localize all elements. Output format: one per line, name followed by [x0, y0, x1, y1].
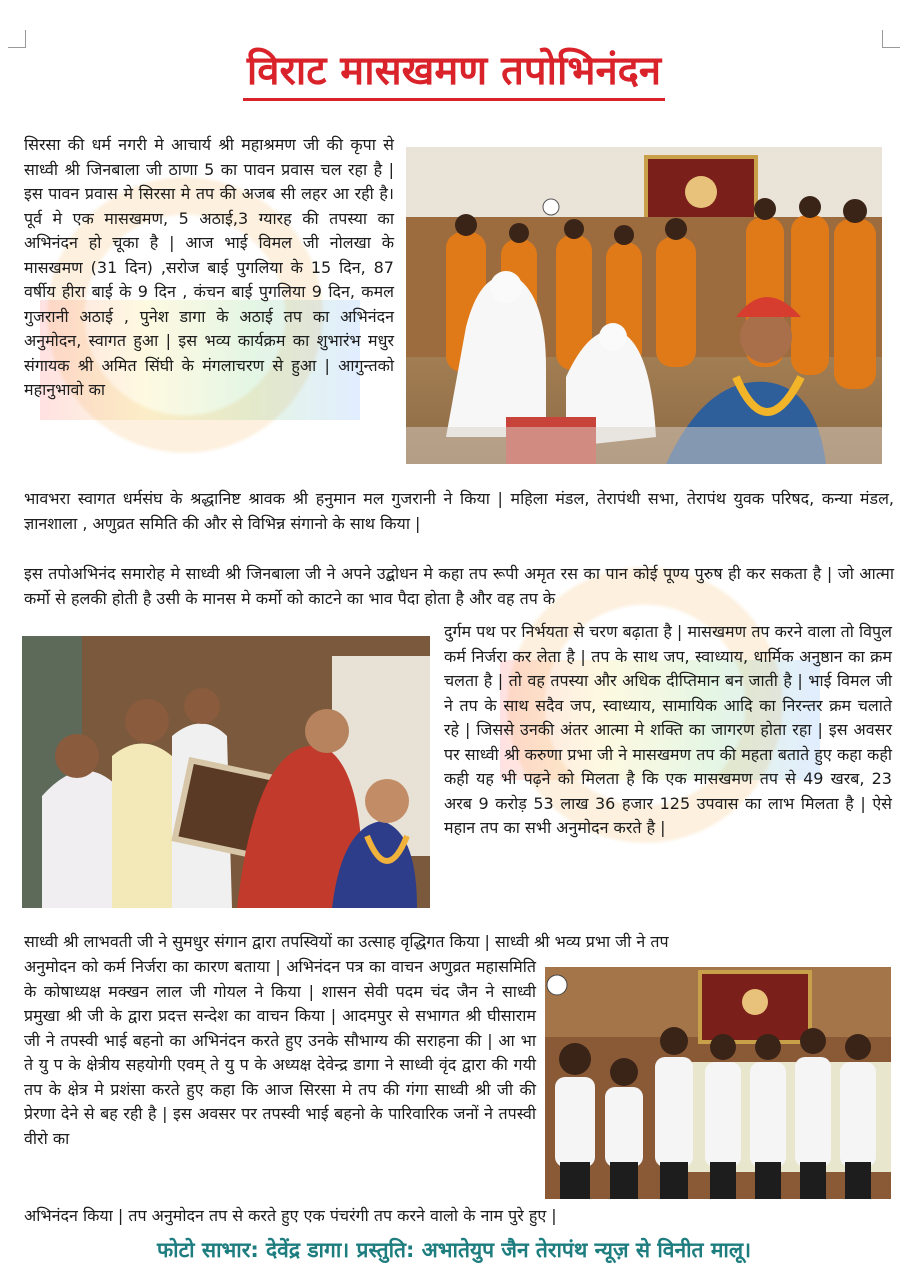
- paragraph-3-end: अभिनंदन किया | तप अनुमोदन तप से करते हुए एक पंचरंगी तप करने वालो के नाम पुरे हुए |: [24, 1206, 557, 1225]
- paragraph-1-full-width: भावभरा स्वागत धर्मसंघ के श्रद्धानिष्ट श्रावक श्री हनुमान मल गुजरानी ने किया | महिला मंडल, तेरापंथी सभा, तेरापंथ युवक परिषद, कन्या मंडल, ज्ञानशाला , अणुव्रत समिति की और से विभिन्न संगानो के साथ किया |: [24, 489, 894, 533]
- title-text: विराट मासखमण तपोभिनंदन: [243, 46, 665, 101]
- paragraph-2-full-width: इस तपोअभिनंद समारोह मे साध्वी श्री जिनबाला जी ने अपने उद्बोधन मे कहा तप रूपी अमृत रस का पान कोई पूण्य पुरुष ही कर सकता है | जो आत्मा कर्मो से हलकी होती है उसी के मानस मे कर्मो को काटने का भाव पैदा होता है और वह तप के: [24, 564, 894, 608]
- paragraph-2-wrapped: दुर्गम पथ पर निर्भयता से चरण बढ़ाता है | मासखमण तप करने वाला तो विपुल कर्म निर्जरा कर लेता है | तप के साथ जप, स्वाध्याय, धार्मिक अनुष्ठान का क्रम चलता है | तो वह तपस्या और अधिक दीप्तिमान बन जाती है | भाई विमल जी ने तप के साथ सदैव जप, स्वाध्याय, सामायिक आदि का निरन्तर क्रम चलाते रहे | जिससे उनकी अंतर आत्मा मे शक्ति का जागरण होता रहा | इस अवसर पर साध्वी श्री करुणा प्रभा जी ने मासखमण तप की महता बताते हुए कहा कही कही यह भी पढ़ने को मिलता है कि एक मासखमण तप से 49 खरब, 23 अरब 9 करोड़ 53 लाख 36 हजार 125 उपवास का लाभ मिलता है | ऐसे महान तप का सभी अनुमोदन करते है |: [444, 622, 892, 837]
- photo-credit-line: फोटो साभार: देवेंद्र डागा। प्रस्तुति: अभातेयुप जैन तेरापंथ न्यूज़ से विनीत मालू।: [156, 1238, 752, 1262]
- paragraph-1-wrapped: सिरसा की धर्म नगरी मे आचार्य श्री महाश्रमण जी की कृपा से साध्वी श्री जिनबाला जी ठाणा 5 का पावन प्रवास चल रहा है | इस पावन प्रवास मे सिरसा मे तप की अजब सी लहर आ रही है। पूर्व मे एक मासखमण, 5 अठाई,3 ग्यारह की तपस्या का अभिनंदन हो चूका है | आज भाई विमल जी नोलखा के मासखमण (31 दिन) ,सरोज बाई पुगलिया के 15 दिन, 87 वर्षीय हीरा बाई के 9 दिन , कंचन बाई पुगलिया 9 दिन, कमल गुजरानी अठाई , पुनेश डागा के अठाई तप का अभिनंदन अनुमोदन, स्वागत हुआ | इस भव्य कार्यक्रम का शुभारंभ मधुर संगायक श्री अमित सिंघी के मंगलाचरण से हुआ | आगुन्तको महानुभावो का: [24, 135, 394, 399]
- article-title: [0, 46, 908, 101]
- paragraph-3-full-width: साध्वी श्री लाभवती जी ने सुमधुर संगान द्वारा तपस्वियों का उत्साह वृद्धिगत किया | साध्वी श्री भव्य प्रभा जी ने तप: [24, 932, 669, 951]
- ceremony-photo-illustration: [406, 147, 882, 464]
- girls-singing-photo: [545, 967, 891, 1199]
- felicitation-photo-illustration: [22, 636, 430, 908]
- girls-singing-photo-illustration: [545, 967, 891, 1199]
- felicitation-photo: [22, 636, 430, 908]
- paragraph-3-wrapped: अनुमोदन को कर्म निर्जरा का कारण बताया | अभिनंदन पत्र का वाचन अणुव्रत महासमिति के कोषाध्यक्ष मक्खन लाल जी गोयल ने किया | शासन सेवी पदम चंद जैन ने साध्वी प्रमुखा श्री जी के द्वारा प्रदत्त सन्देश का वाचन किया | आदमपुर से सभागत श्री घीसाराम जी ने तपस्वी भाई बहनो का अभिनंदन करते हुए उनके सौभाग्य की सराहना की | आ भा ते यु प के क्षेत्रीय सहयोगी एवम् ते यु प के अध्यक्ष देवेन्द्र डागा ने साध्वी वृंद द्वारा की गयी तप के क्षेत्र मे प्रशंसा करते हुए कहा कि आज सिरसा मे तप की गंगा साध्वी श्री जी की प्रेरणा देने से बह रही है | इस अवसर पर तपस्वी भाई बहनो के पारिवारिक जनों ने तपस्वी वीरो का: [24, 957, 536, 1148]
- ceremony-photo: [406, 147, 882, 464]
